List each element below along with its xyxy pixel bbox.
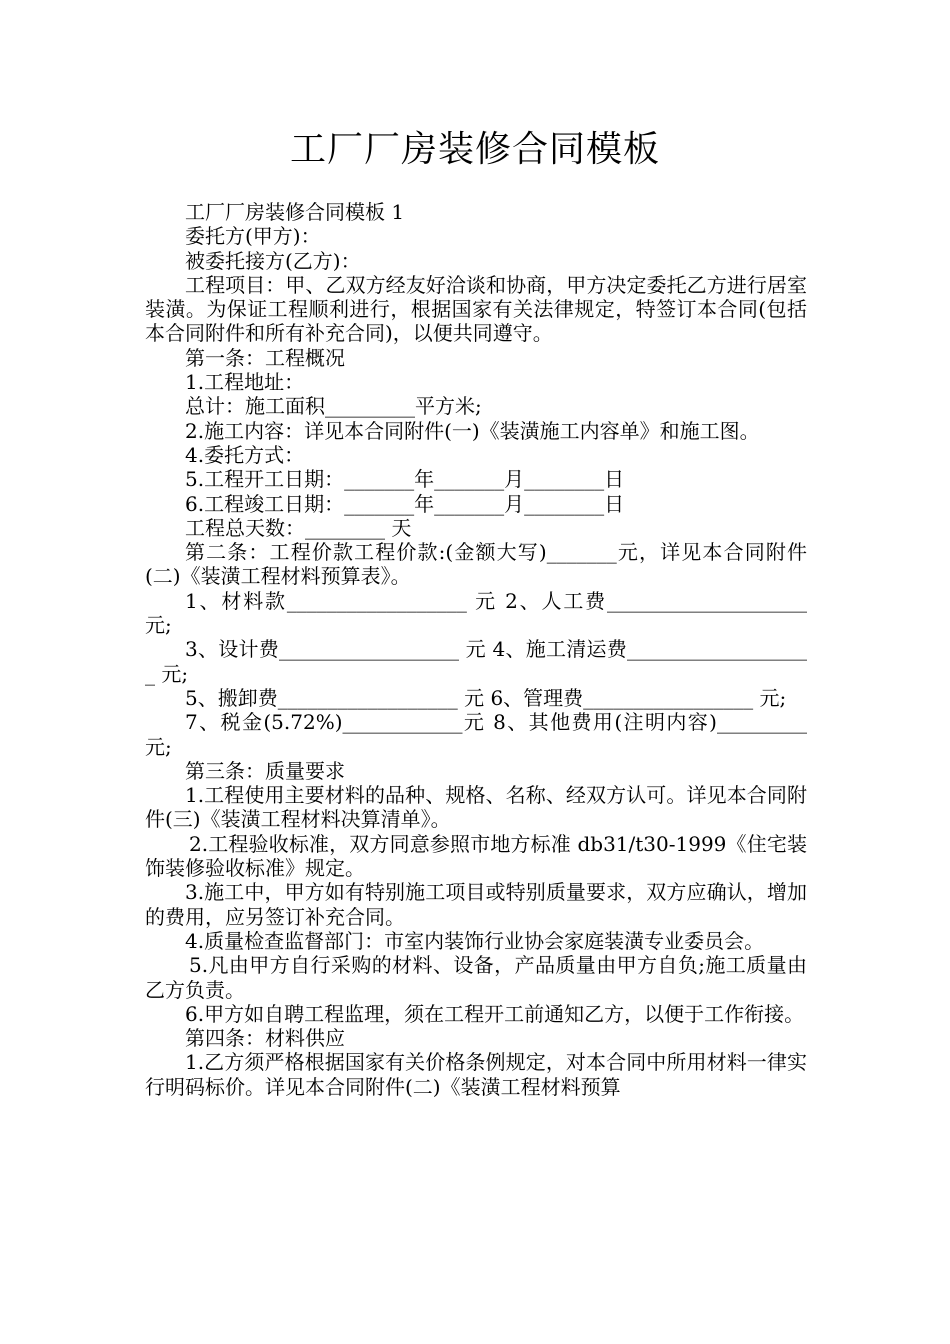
paragraph: 4.质量检查监督部门：市室内装饰行业协会家庭装潢专业委员会。 <box>185 928 765 953</box>
paragraph: 2.施工内容：详见本合同附件(一)《装潢施工内容单》和施工图。 <box>185 418 760 443</box>
paragraph: 工程总天数：________ 天 <box>185 515 412 540</box>
paragraph: 第四条：材料供应 <box>185 1026 345 1051</box>
paragraph: 委托方(甲方)： <box>185 224 321 249</box>
paragraph: 被委托接方(乙方)： <box>185 248 361 273</box>
paragraph: 第三条：质量要求 <box>185 758 345 783</box>
paragraph: 5.工程开工日期：_______年_______月________日 <box>185 467 625 492</box>
paragraph: 7、税金(5.72%)____________元 8、其他费用(注明内容)_________元; <box>145 710 807 759</box>
paragraph: 1.工程使用主要材料的品种、规格、名称、经双方认可。详见本合同附件(三)《装潢工程材料决算清单》。 <box>145 783 807 832</box>
paragraph: 工厂厂房装修合同模板 1 <box>185 200 405 224</box>
paragraph: 5、搬卸费__________________ 元 6、管理费_________________ 元; <box>185 685 787 710</box>
paragraph: 1、材料款__________________ 元 2、人工费____________________元; <box>145 588 807 638</box>
paragraph: 5.凡由甲方自行采购的材料、设备，产品质量由甲方自负;施工质量由乙方负责。 <box>145 953 807 1002</box>
paragraph: 工程项目：甲、乙双方经友好洽谈和协商，甲方决定委托乙方进行居室装潢。为保证工程顺利进行，根据国家有关法律规定，特签订本合同(包括本合同附件和所有补充合同)，以便共同遵守。 <box>145 272 807 346</box>
paragraph: 1.工程地址： <box>185 370 305 395</box>
document-body <box>145 200 807 1099</box>
paragraph: 6.甲方如自聘工程监理，须在工程开工前通知乙方，以便于工作衔接。 <box>185 1001 805 1026</box>
paragraph: 2.工程验收标准，双方同意参照市地方标准 db31/t30-1999《住宅装饰装修验收标准》规定。 <box>145 831 807 881</box>
paragraph: 3.施工中，甲方如有特别施工项目或特别质量要求，双方应确认，增加的费用，应另签订补充合同。 <box>145 880 807 929</box>
paragraph: 第一条：工程概况 <box>185 345 345 370</box>
paragraph: 4.委托方式： <box>185 442 305 467</box>
paragraph: 3、设计费__________________ 元 4、施工清运费___________________ 元; <box>145 637 807 686</box>
paragraph: 6.工程竣工日期：_______年_______月________日 <box>185 491 625 516</box>
paragraph: 1.乙方须严格根据国家有关价格条例规定，对本合同中所用材料一律实行明码标价。详见本合同附件(二)《装潢工程材料预算 <box>145 1050 807 1099</box>
document-title: 工厂厂房装修合同模板 <box>289 129 660 170</box>
paragraph: 第二条：工程价款工程价款:(金额大写)_______元，详见本合同附件(二)《装潢工程材料预算表》。 <box>145 540 807 589</box>
paragraph: 总计：施工面积_________平方米; <box>185 394 482 419</box>
